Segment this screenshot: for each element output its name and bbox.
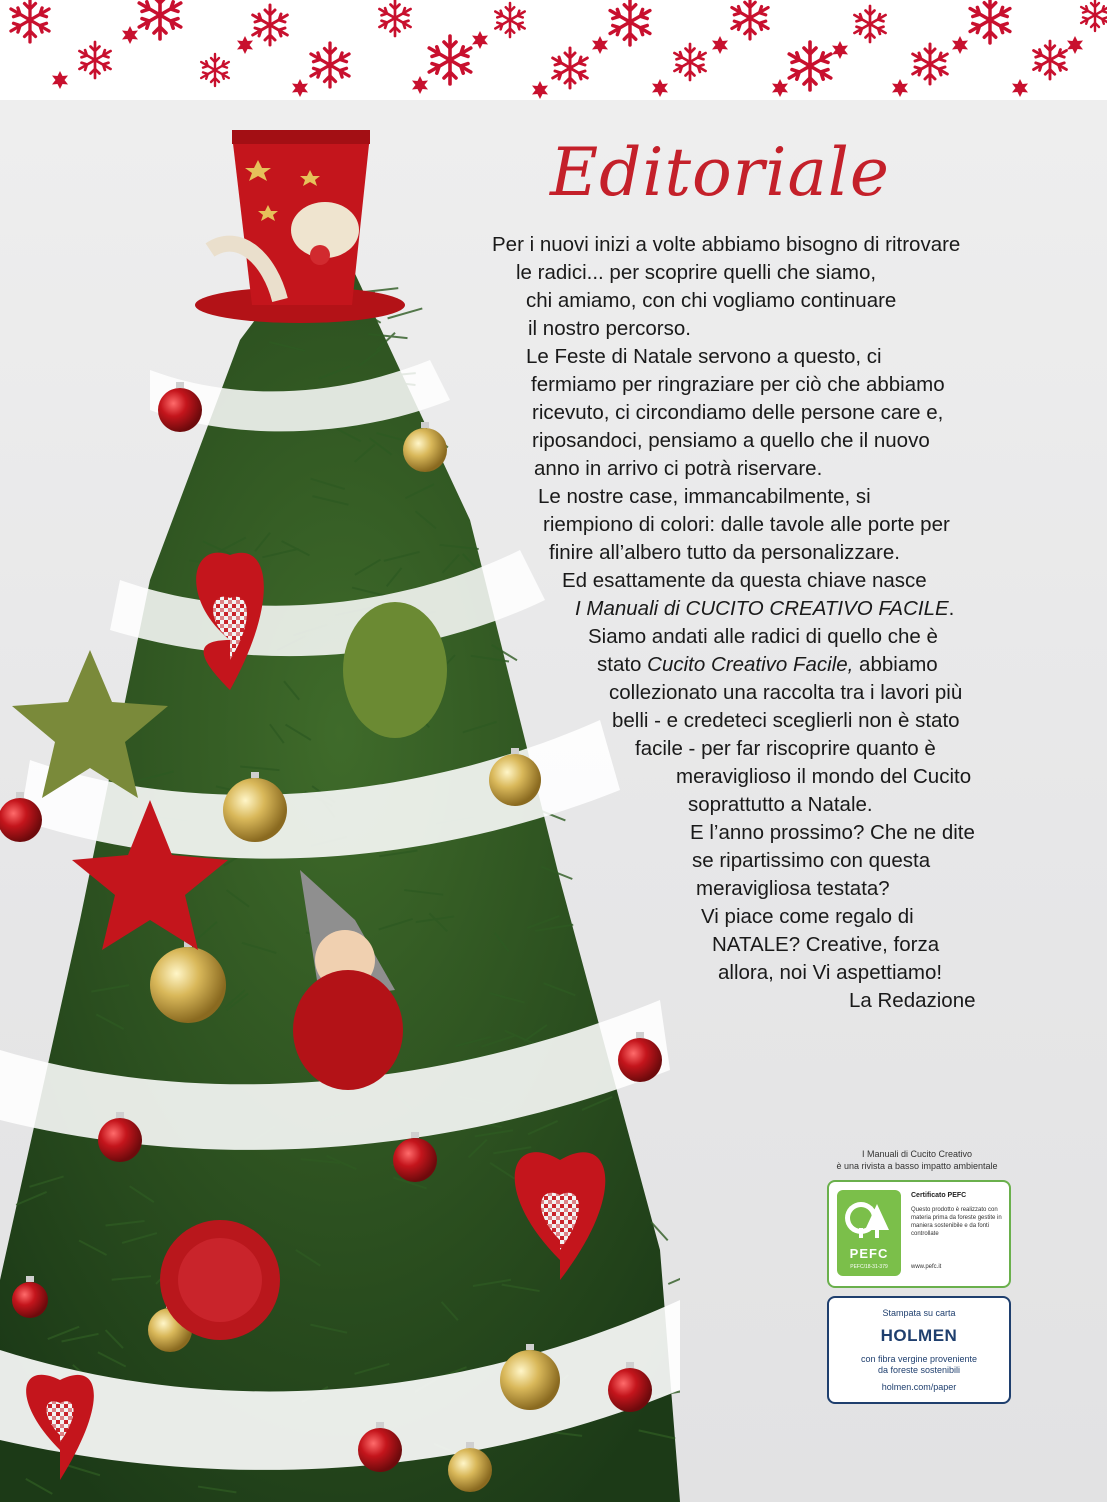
eco-caption-line-1: I Manuali di Cucito Creativo (861, 1149, 973, 1159)
pefc-code: PEFC/18-31-379 (850, 1264, 888, 1270)
editorial-line: allora, noi Vi aspettiamo! (718, 961, 943, 984)
editorial-line: Per i nuovi inizi a volte abbiamo bisogno di ritrovare (492, 233, 961, 256)
snowflake-banner (0, 0, 1107, 100)
editorial-line: ricevuto, ci circondiamo delle persone care e, (532, 401, 944, 424)
editorial-title: Editoriale (550, 134, 890, 211)
editorial-line: finire all’albero tutto da personalizzare. (549, 541, 900, 564)
pefc-description: Questo prodotto è realizzato con materia prima da foreste gestite in maniera sostenibile e da fonti controllate (911, 1207, 1002, 1237)
editorial-line: stato Cucito Creativo Facile, abbiamo (597, 653, 938, 676)
holmen-top-text: Stampata su carta (882, 1308, 956, 1318)
holmen-desc-line-2: da foreste sostenibili (877, 1365, 961, 1375)
editorial-line: Le nostre case, immancabilmente, si (538, 485, 871, 508)
editorial-line: Siamo andati alle radici di quello che è (588, 625, 938, 648)
pefc-url: www.pefc.it (911, 1264, 942, 1270)
pefc-certificate-badge (827, 1180, 1011, 1288)
eco-caption (822, 1148, 1012, 1172)
felt-hat-topper (195, 130, 405, 323)
holmen-brand: HOLMEN (880, 1326, 958, 1345)
pefc-brand: PEFC (849, 1246, 889, 1261)
editorial-line: Vi piace come regalo di (701, 905, 914, 928)
editorial-line: facile - per far riscoprire quanto è (635, 737, 936, 760)
editorial-line: belli - e credeteci sceglierli non è stato (612, 709, 960, 732)
editorial-line: le radici... per scoprire quelli che siamo, (516, 261, 877, 284)
editorial-line: se ripartissimo con questa (692, 849, 931, 872)
holmen-url: holmen.com/paper (881, 1382, 957, 1392)
editorial-line: chi amiamo, con chi vogliamo continuare (526, 289, 897, 312)
editorial-line: Le Feste di Natale servono a questo, ci (526, 345, 882, 368)
editorial-line: il nostro percorso. (528, 317, 691, 340)
editorial-line: collezionato una raccolta tra i lavori più (609, 681, 963, 704)
editorial-line: E l’anno prossimo? Che ne dite (690, 821, 975, 844)
editorial-line: meraviglioso il mondo del Cucito (676, 765, 972, 788)
editorial-line: riempiono di colori: dalle tavole alle porte per (543, 513, 950, 536)
eco-caption-line-2: è una rivista a basso impatto ambientale (836, 1161, 998, 1171)
holmen-description (829, 1354, 1009, 1376)
tree-icon (837, 1194, 901, 1250)
editorial-line: meravigliosa testata? (696, 877, 890, 900)
editorial-line: Ed esattamente da questa chiave nasce (562, 569, 927, 592)
editorial-line: La Redazione (849, 989, 976, 1012)
editorial-line: fermiamo per ringraziare per ciò che abbiamo (531, 373, 945, 396)
pefc-title: Certificato PEFC (911, 1192, 967, 1199)
pefc-logo (837, 1190, 901, 1276)
editorial-line: I Manuali di CUCITO CREATIVO FACILE. (575, 597, 955, 620)
holmen-desc-line-1: con fibra vergine proveniente (860, 1354, 978, 1364)
editorial-line: riposandoci, pensiamo a quello che il nuovo (532, 429, 930, 452)
editorial-line: NATALE? Creative, forza (712, 933, 940, 956)
holmen-paper-badge (827, 1296, 1011, 1404)
editorial-line: anno in arrivo ci potrà riservare. (534, 457, 823, 480)
editorial-line: soprattutto a Natale. (688, 793, 873, 816)
